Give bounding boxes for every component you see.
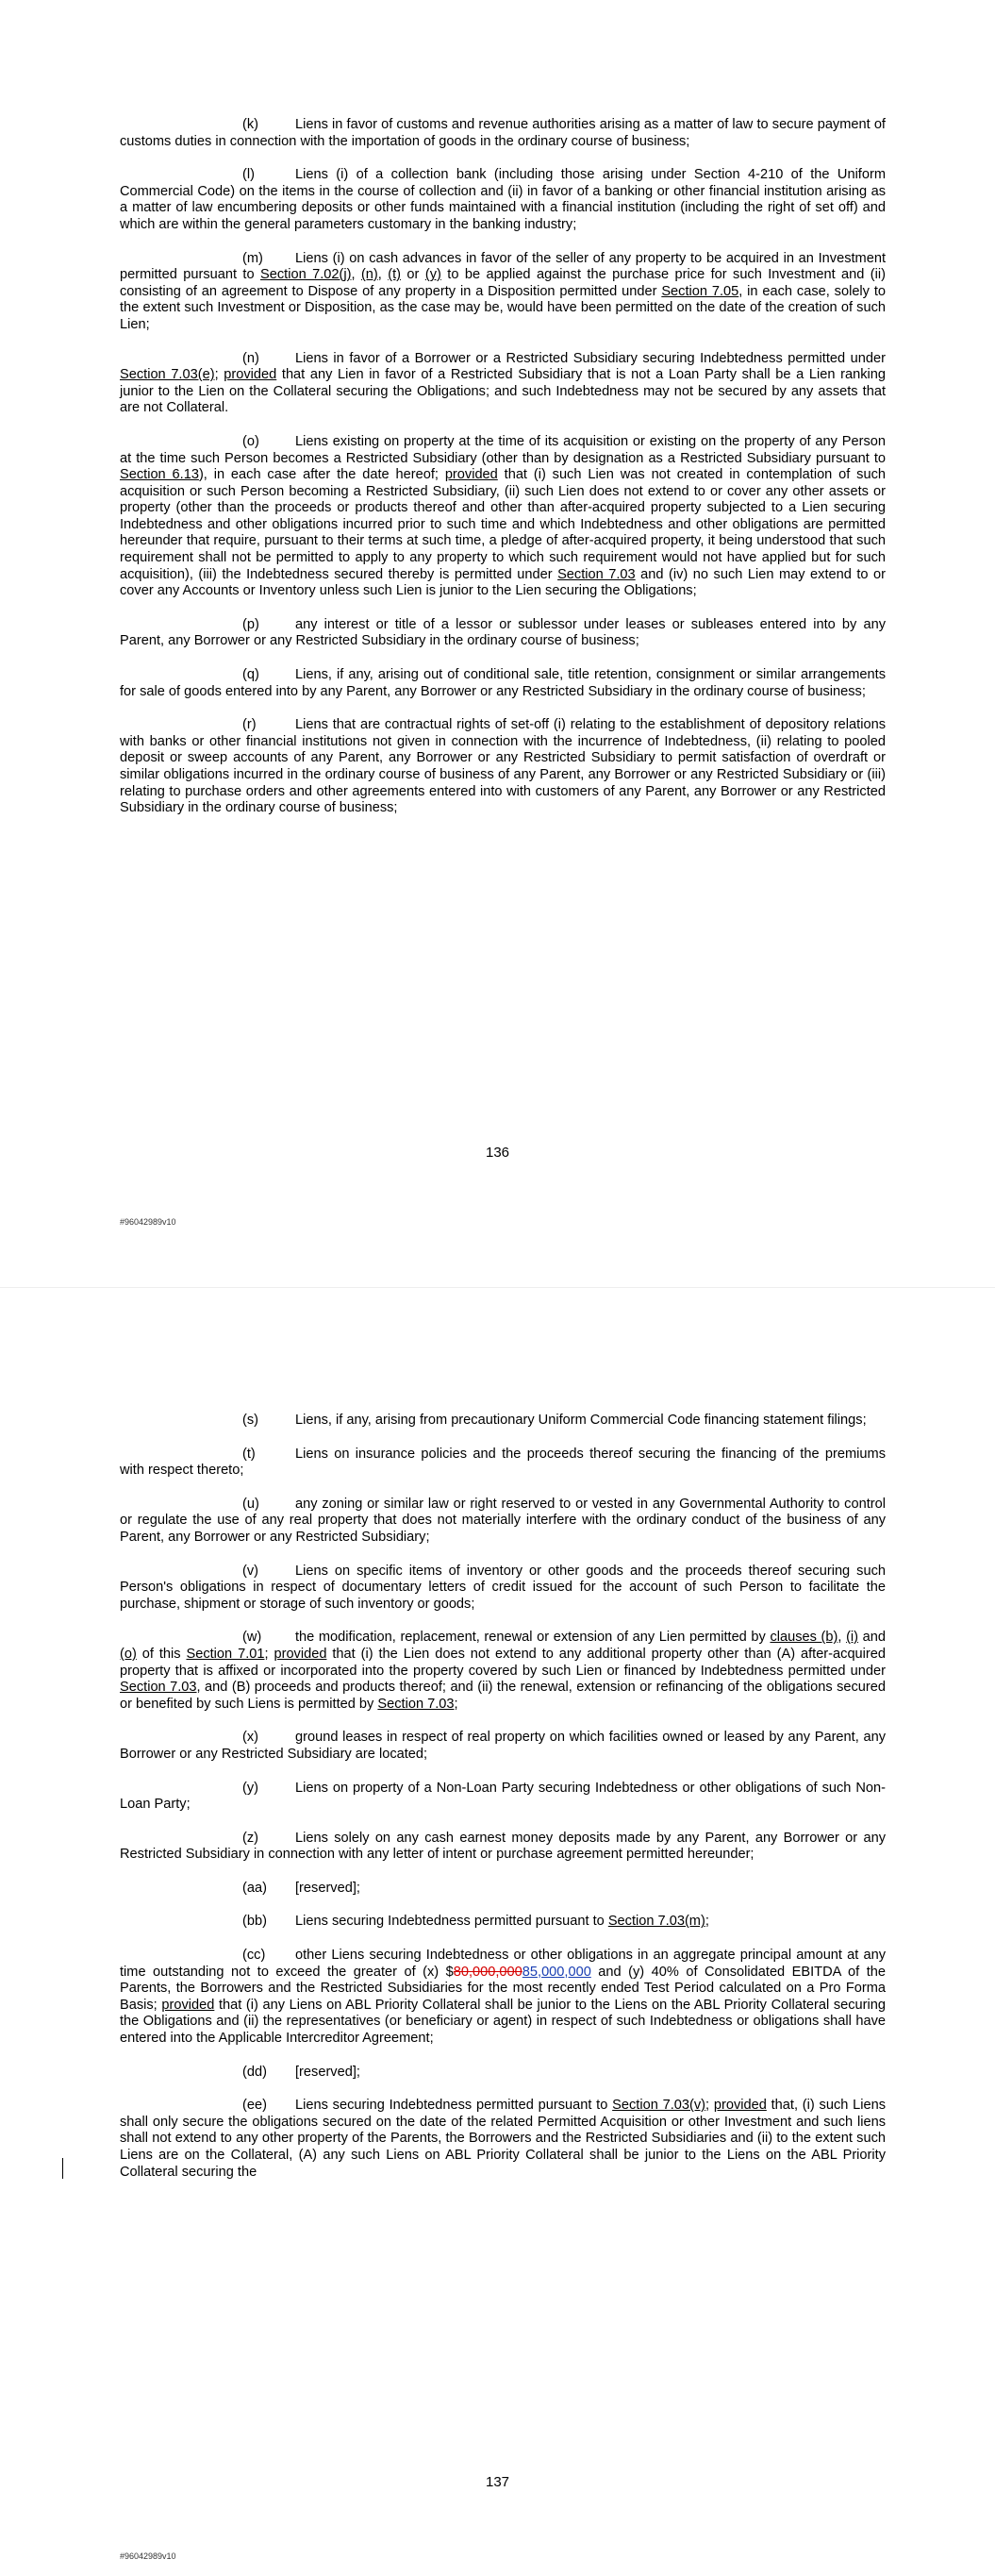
section-ref: Section 7.01 <box>186 1646 265 1662</box>
clause-m: (m) Liens (i) on cash advances in favor of the seller of any property to be acquired in an Investment permitted pursuant to Section 7.02(j), (n), (t) or (y) to be applied against the purchase price for such Investment and (ii) consisting of an agreement to Dispose of any property in a Disposition permitted under Section 7.05, in each case, solely to the extent such Investment or Disposition, as the case may be, would have been permitted on the date of the creation of such Lien; <box>120 250 887 332</box>
section-ref: Section 7.03(m) <box>607 1914 705 1930</box>
clause-label: (s) <box>242 1413 259 1428</box>
clause-t: (t) Liens on insurance policies and the proceeds thereof securing the financing of the premiums with respect thereto; <box>120 1446 886 1479</box>
clause-q: (q) Liens, if any, arising out of conditional sale, title retention, consignment or similar arrangements for sale of goods entered into by any Parent, any Borrower or any Restricted Subsidiary in the ordinary course of business; <box>120 667 886 699</box>
clause-v: (v) Liens on specific items of inventory or other goods and the proceeds thereof securing such Person's obligations in respect of documentary letters of credit issued for the account of such Person to facilitate the purchase, shipment or storage of such inventory or goods; <box>120 1563 886 1612</box>
clause-n: (n) Liens in favor of a Borrower or a Restricted Subsidiary securing Indebtedness permitted under Section 7.03(e); provided that any Lien in favor of a Restricted Subsidiary that is not a Loan Party shall be a Lien ranking junior to the Lien on the Collateral securing the Obligations; and such Indebtedness may not be secured by any assets that are not Collateral. <box>120 350 887 416</box>
page-number: 136 <box>485 1145 510 1161</box>
page-137-body <box>120 1413 886 2198</box>
clause-label: (u) <box>242 1496 259 1512</box>
clause-label: (o) <box>242 433 259 449</box>
clause-label: (t) <box>242 1446 256 1462</box>
clause-z: (z) Liens solely on any cash earnest money deposits made by any Parent, any Borrower or any Restricted Subsidiary in connection with any letter of intent or purchase agreement permitted hereunder; <box>120 1830 886 1863</box>
section-ref: Section 7.03 <box>557 566 636 582</box>
clause-s: (s) Liens, if any, arising from precautionary Uniform Commercial Code financing statement filings; <box>242 1413 867 1428</box>
clause-label: (bb) <box>242 1914 267 1930</box>
section-ref: (n) <box>360 267 378 283</box>
clause-y: (y) Liens on property of a Non-Loan Party securing Indebtedness or other obligations of such Non-Loan Party; <box>120 1780 886 1813</box>
clause-x: (x) ground leases in respect of real property on which facilities owned or leased by any Parent, any Borrower or any Restricted Subsidiary are located; <box>120 1730 886 1762</box>
clause-label: (ee) <box>242 2098 267 2114</box>
proviso: provided <box>444 467 498 483</box>
inserted-amount: 85,000,000 <box>522 1964 591 1980</box>
clause-label: (l) <box>242 167 255 183</box>
clause-label: (q) <box>242 667 259 683</box>
clause-label: (x) <box>242 1730 259 1746</box>
section-ref: clauses (b) <box>770 1630 838 1646</box>
clause-l: (l) Liens (i) of a collection bank (including those arising under Section 4-210 of the Uniform Commercial Code) on the items in the course of collection and (ii) in favor of a banking or other financial institution arising as a matter of law encumbering deposits or other funds maintained with a financial institution (including the right of set off) and which are within the general parameters customary in the banking industry; <box>120 167 886 232</box>
section-ref: Section 7.05 <box>661 283 739 299</box>
clause-k: (k) Liens in favor of customs and revenue authorities arising as a matter of law to secure payment of customs duties in connection with the importation of goods in the ordinary course of business; <box>120 117 886 149</box>
clause-label: (aa) <box>242 1880 267 1896</box>
clause-label: (n) <box>242 350 259 366</box>
proviso: provided <box>161 1997 215 2013</box>
section-ref: Section 7.03 <box>377 1696 455 1712</box>
proviso: provided <box>224 367 277 383</box>
document-id: #96042989v10 <box>120 2551 176 2561</box>
clause-aa: (aa) [reserved]; <box>242 1880 360 1896</box>
clause-label: (y) <box>242 1780 259 1796</box>
proviso: provided <box>713 2098 767 2114</box>
clause-label: (m) <box>242 250 263 266</box>
clause-ee: (ee) Liens securing Indebtedness permitted pursuant to Section 7.03(v); provided that, (i) such Liens shall only secure the obligations secured on the date of the related Permitted Acquisition or other Investment and such liens shall not extend to any other property of the Parents, the Borrowers and the Restricted Subsidiaries and (ii) to the extent such Liens are on the Collateral, (A) any such Liens on ABL Priority Collateral shall be junior to the Liens on the ABL Priority Collateral securing the <box>120 2098 887 2180</box>
clause-label: (p) <box>242 616 259 632</box>
document-id: #96042989v10 <box>120 1217 176 1227</box>
deleted-amount: 80,000,000 <box>453 1964 522 1980</box>
section-ref: (i) <box>846 1630 859 1646</box>
section-ref: Section 7.03 <box>120 1680 197 1696</box>
section-ref: (y) <box>424 267 441 283</box>
clause-label: (dd) <box>242 2064 267 2080</box>
clause-label: (w) <box>242 1630 262 1646</box>
page-number: 137 <box>485 2474 510 2490</box>
clause-bb: (bb) Liens securing Indebtedness permitted pursuant to Section 7.03(m); <box>242 1914 709 1930</box>
clause-cc: (cc) other Liens securing Indebtedness or other obligations in an aggregate principal amount at any time outstanding not to exceed the greater of (x) $80,000,00085,000,000 and (y) 40% of Consolidated EBITDA of the Parents, the Borrowers and the Restricted Subsidiaries for the most recently ended Test Period calculated on a Pro Forma Basis; provided that (i) any Liens on ABL Priority Collateral shall be junior to the Liens on the ABL Priority Collateral securing the Obligations and (ii) the representatives (or beneficiary or agent) in respect of such Indebtedness or obligations shall have entered into the Applicable Intercreditor Agreement; <box>120 1948 887 2047</box>
proviso: provided <box>274 1646 327 1662</box>
section-ref: Section 7.03(e) <box>120 367 215 383</box>
section-ref: Section 7.02(j) <box>260 267 352 283</box>
section-ref: (t) <box>388 267 402 283</box>
clause-label: (r) <box>242 717 257 733</box>
page-136-body <box>120 117 886 834</box>
clause-o: (o) Liens existing on property at the time of its acquisition or existing on the property of any Person at the time such Person becomes a Restricted Subsidiary (other than by designation as a Restricted Subsidiary pursuant to Section 6.13), in each case after the date hereof; provided that (i) such Lien was not created in contemplation of such acquisition or such Person becoming a Restricted Subsidiary, (ii) such Lien does not extend to or cover any other assets or property (other than the proceeds or products thereof and other than after-acquired property subjected to a Lien securing Indebtedness and other obligations incurred prior to such time and which Indebtedness and other obligations are permitted hereunder that require, pursuant to their terms at such time, a pledge of after-acquired property, it being understood that such requirement shall not be permitted to apply to any property to which such requirement would not have applied but for such acquisition), (iii) the Indebtedness secured thereby is permitted under Section 7.03 and (iv) no such Lien may extend to or cover any Accounts or Inventory unless such Lien is junior to the Lien securing the Obligations; <box>120 433 886 599</box>
clause-r: (r) Liens that are contractual rights of set-off (i) relating to the establishment of depository relations with banks or other financial institutions not given in connection with the incurrence of Indebtedness, (ii) relating to pooled deposit or sweep accounts of any Parent, any Borrower or any Restricted Subsidiary to permit satisfaction of overdraft or similar obligations incurred in the ordinary course of business of any Parent, any Borrower or any Restricted Subsidiary or (iii) relating to purchase orders and other agreements entered into with customers of any Parent, any Borrower or any Restricted Subsidiary in the ordinary course of business; <box>120 717 886 816</box>
change-bar <box>62 2158 63 2179</box>
clause-dd: (dd) [reserved]; <box>242 2064 360 2080</box>
section-ref: Section 7.03(v) <box>612 2098 706 2114</box>
section-ref: Section 6.13 <box>120 467 199 483</box>
clause-label: (k) <box>242 117 259 132</box>
clause-w: (w) the modification, replacement, renewal or extension of any Lien permitted by clauses (b), (i) and (o) of this Section 7.01; provided that (i) the Lien does not extend to any additional property other than (A) after-acquired property that is affixed or incorporated into the property covered by such Lien or financed by Indebtedness permitted under Section 7.03, and (B) proceeds and products thereof; and (ii) the renewal, extension or refinancing of the obligations secured or benefited by such Liens is permitted by Section 7.03; <box>120 1630 887 1712</box>
page-137 <box>0 1288 995 2576</box>
clause-label: (z) <box>242 1830 259 1846</box>
clause-label: (cc) <box>242 1948 266 1964</box>
clause-u: (u) any zoning or similar law or right reserved to or vested in any Governmental Authority to control or regulate the use of any real property that does not materially interfere with the ordinary conduct of the business of any Parent, any Borrower or any Restricted Subsidiary; <box>120 1496 886 1545</box>
clause-p: (p) any interest or title of a lessor or sublessor under leases or subleases entered into by any Parent, any Borrower or any Restricted Subsidiary in the ordinary course of business; <box>120 616 886 649</box>
section-ref: (o) <box>120 1646 137 1662</box>
clause-label: (v) <box>242 1563 259 1579</box>
